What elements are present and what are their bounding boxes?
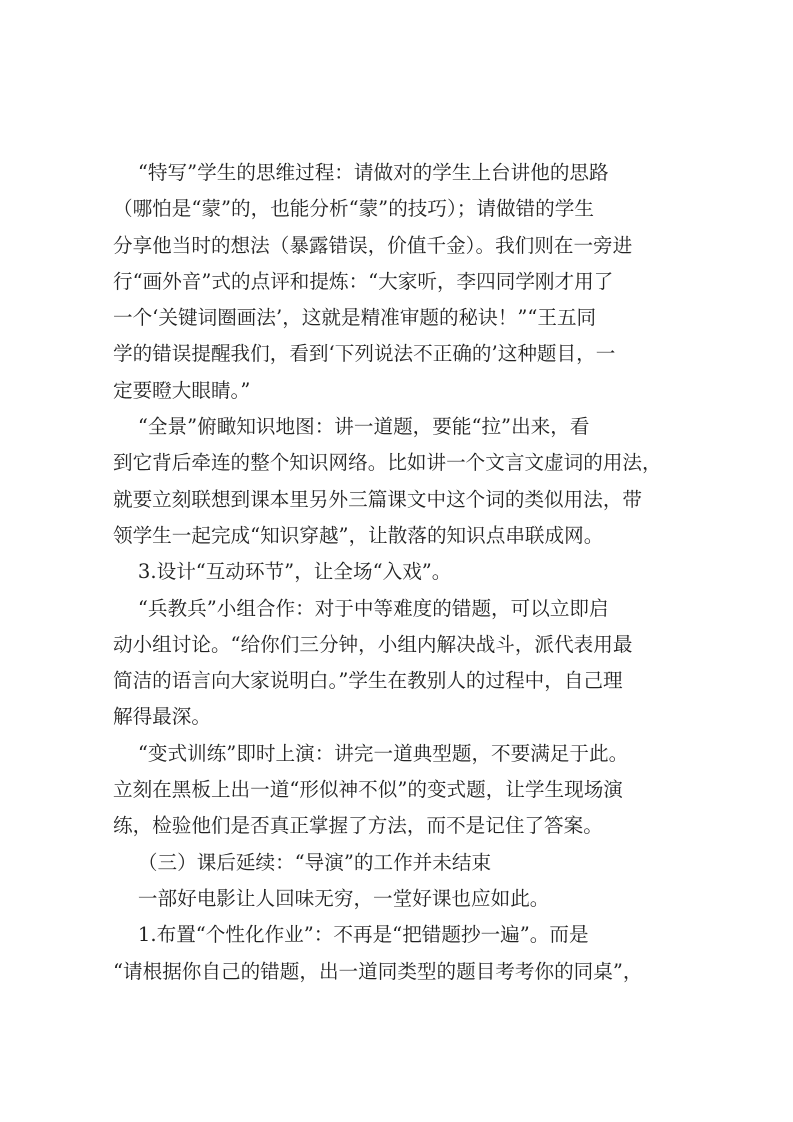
text-line: 分享他当时的想法（暴露错误，价值千金）。我们则在一旁进 (113, 233, 633, 257)
text-line: “变式训练”即时上演：讲完一道典型题，不要满足于此。 (113, 741, 629, 765)
text-line: 练，检验他们是否真正掌握了方法，而不是记住了答案。 (113, 814, 603, 838)
text-line: 行“画外音”式的点评和提炼：“大家听，李四同学刚才用了 (113, 269, 614, 293)
text-line: 领学生一起完成“知识穿越”，让散落的知识点串联成网。 (113, 523, 604, 547)
text-line: （哪怕是“蒙”的，也能分析“蒙”的技巧）；请做错的学生 (113, 197, 594, 221)
text-line: 立刻在黑板上出一道“形似神不似”的变式题，让学生现场演 (113, 778, 623, 802)
text-line: 解得最深。 (113, 705, 211, 729)
text-line: 1.布置“个性化作业”：不再是“把错题抄一遍”。而是 (113, 923, 589, 947)
text-line: 一部好电影让人回味无穷，一堂好课也应如此。 (113, 886, 550, 910)
section-heading: （三）课后延续：“导演”的工作并未结束 (113, 850, 492, 874)
document-body (113, 155, 683, 990)
text-line: 一个‘关键词圈画法’，这就是精准审题的秘诀！”“王五同 (113, 306, 597, 330)
text-line: 学的错误提醒我们，看到‘下列说法不正确的’这种题目，一 (113, 342, 616, 366)
text-line: 就要立刻联想到课本里另外三篇课文中这个词的类似用法，带 (113, 487, 643, 511)
text-line: 定要瞪大眼睛。” (113, 378, 251, 402)
text-line: 简洁的语言向大家说明白。”学生在教别人的过程中，自己理 (113, 669, 623, 693)
text-line: “全景”俯瞰知识地图：讲一道题，要能“拉”出来，看 (113, 415, 590, 439)
text-line: “兵教兵”小组合作：对于中等难度的错题，可以立即启 (113, 596, 609, 620)
section-heading: 3.设计“互动环节”，让全场“入戏”。 (113, 560, 452, 584)
text-line: 到它背后牵连的整个知识网络。比如讲一个文言文虚词的用法， (113, 451, 662, 475)
text-line: “特写”学生的思维过程：请做对的学生上台讲他的思路 (113, 161, 609, 184)
text-line: “请根据你自己的错题，出一道同类型的题目考考你的同桌”， (113, 959, 643, 983)
text-line: 动小组讨论。“给你们三分钟，小组内解决战斗，派代表用最 (113, 632, 633, 656)
